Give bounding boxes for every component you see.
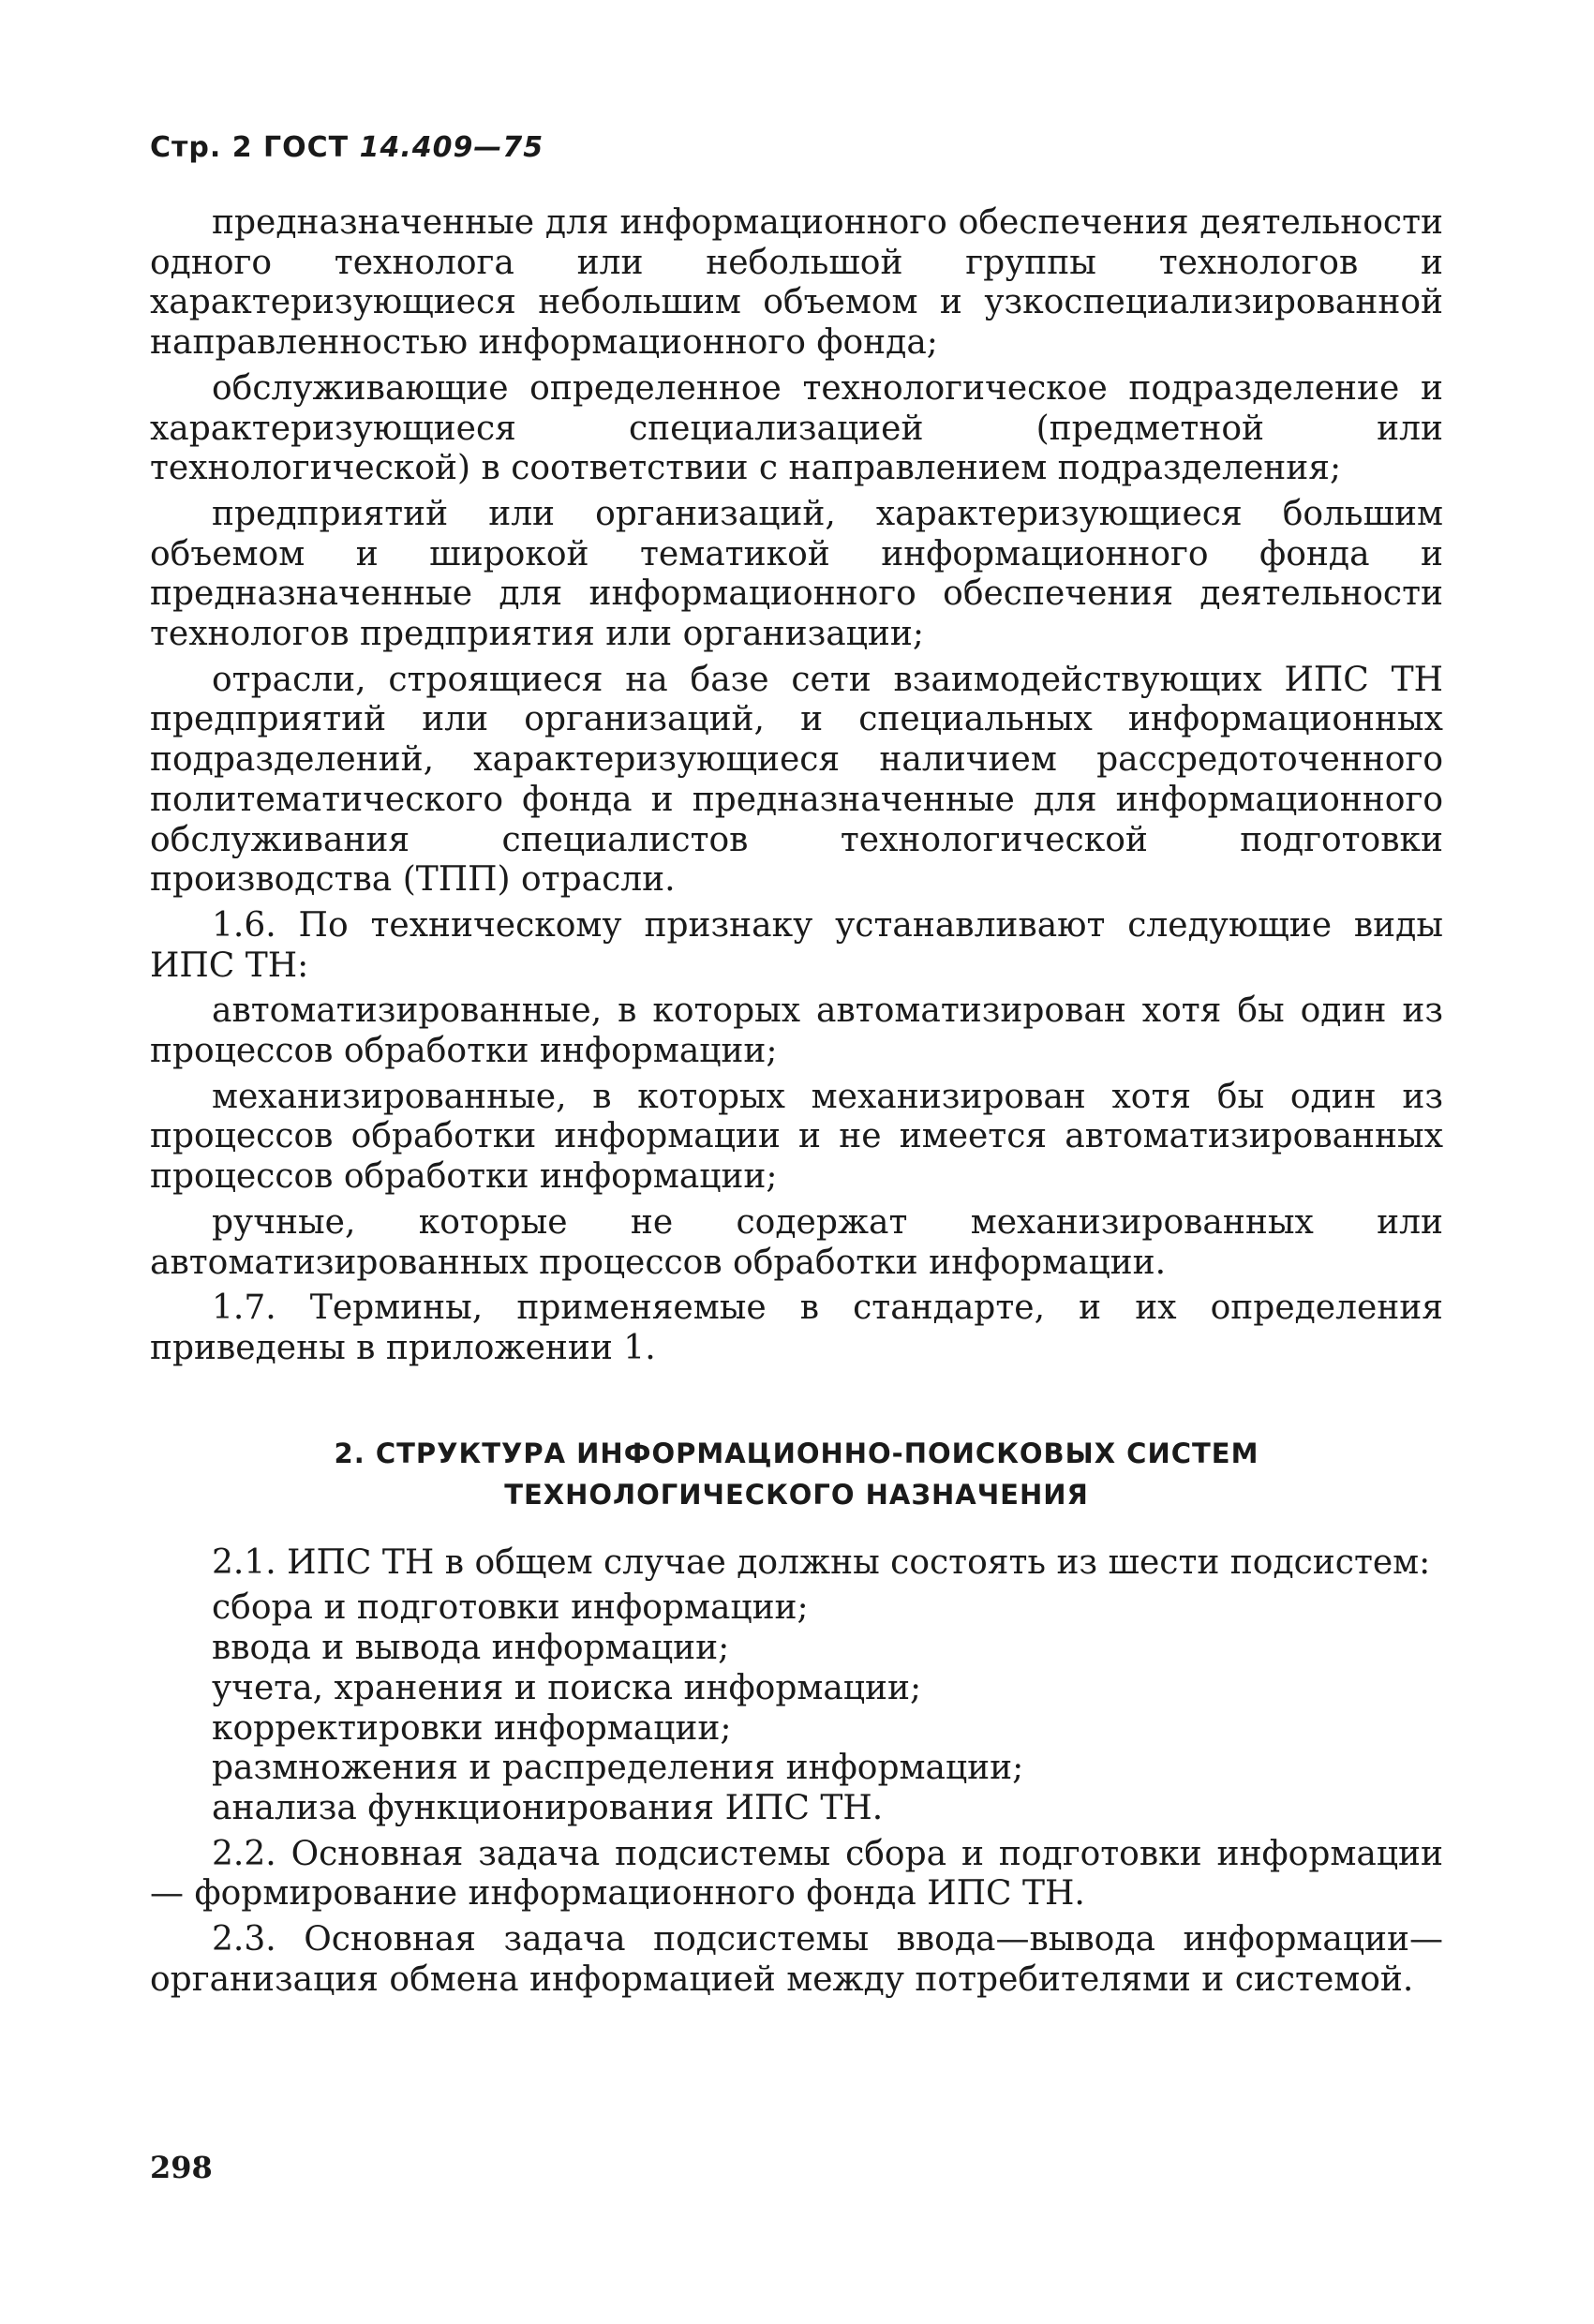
subsystem-list [150,1588,1443,1828]
paragraph: ручные, которые не содержат механизированных или автоматизированных процессов обработки информации. [150,1202,1443,1282]
paragraph: отрасли, строящиеся на базе сети взаимодействующих ИПС ТН предприятий или организаций, и специальных информационных подразделений, характеризующиеся наличием рассредоточенного политематического фонда и предназначенные для информационного обслуживания специалистов технологической подготовки производства (ТПП) отрасли. [150,660,1443,900]
paragraph: механизированные, в которых механизирован хотя бы один из процессов обработки информации и не имеется автоматизированных процессов обработки информации; [150,1077,1443,1197]
paragraph: 1.7. Термины, применяемые в стандарте, и их определения приведены в приложении 1. [150,1289,1443,1367]
document-page [150,131,1443,2005]
paragraph: 2.1. ИПС ТН в общем случае должны состоять из шести подсистем: [212,1542,1431,1582]
list-item: ввода и вывода информации; [212,1629,730,1668]
list-item: сбора и подготовки информации; [212,1588,809,1628]
page-label: Стр. 2 [150,131,253,164]
running-header [150,131,1443,164]
section-title-line: ТЕХНОЛОГИЧЕСКОГО НАЗНАЧЕНИЯ [504,1478,1089,1511]
list-item: размножения и распределения информации; [212,1749,1024,1788]
paragraph: автоматизированные, в которых автоматизирован хотя бы один из процессов обработки информации; [150,991,1443,1071]
paragraph: 2.2. Основная задача подсистемы сбора и подготовки информации — формирование информационного фонда ИПС ТН. [150,1834,1443,1914]
list-item: корректировки информации; [212,1708,732,1748]
paragraph: 2.3. Основная задача подсистемы ввода—вывода информации— организация обмена информацией между потребителями и системой. [150,1920,1443,1999]
page-number: 298 [150,2150,213,2185]
standard-number: 14.409—75 [359,131,544,164]
standard-label: ГОСТ [263,131,350,164]
paragraph: обслуживающие определенное технологическое подразделение и характеризующиеся специализацией (предметной или технологической) в соответствии с направлением подразделения; [150,368,1443,488]
paragraph: 1.6. По техническому признаку устанавливают следующие виды ИПС ТН: [150,905,1443,985]
section-title [150,1433,1443,1515]
list-item: анализа функционирования ИПС ТН. [212,1788,884,1827]
section-title-line: 2. СТРУКТУРА ИНФОРМАЦИОННО-ПОИСКОВЫХ СИСТЕМ [334,1437,1259,1469]
paragraph: предназначенные для информационного обеспечения деятельности одного технолога или небольшой группы технологов и характеризующиеся небольшим объемом и узкоспециализированной направленностью информационного фонда; [150,203,1443,363]
paragraph: предприятий или организаций, характеризующиеся большим объемом и широкой тематикой информационного фонда и предназначенные для информационного обеспечения деятельности технологов предприятия или организации; [150,494,1443,654]
list-item: учета, хранения и поиска информации; [212,1668,922,1707]
